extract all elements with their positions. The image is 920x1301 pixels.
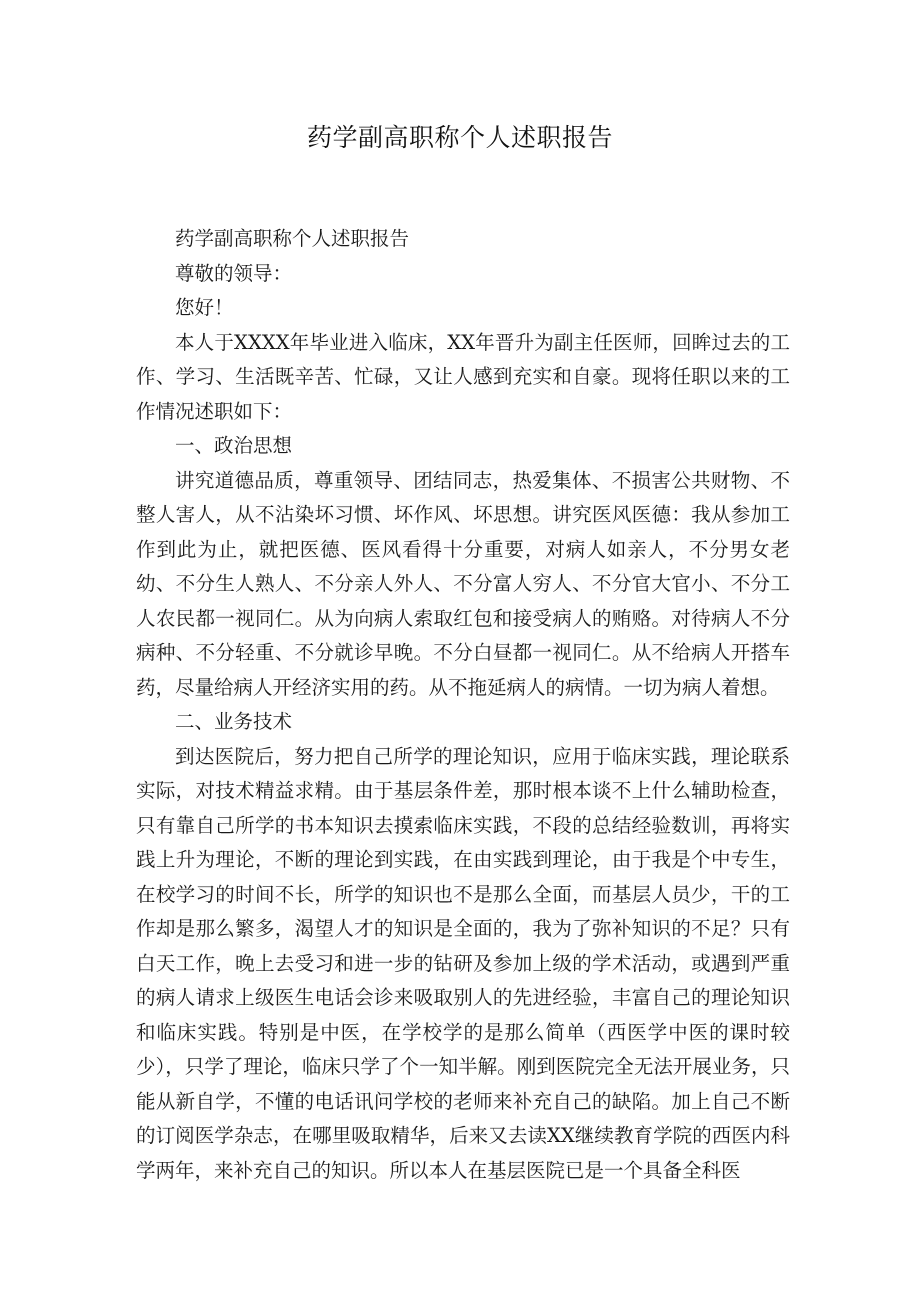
greeting: 您好！ [175,296,234,319]
section-heading-technical: 二、业务技术 [175,710,293,733]
technical-paragraph: 到达医院后，努力把自己所学的理论知识，应用于临床实践，理论联系实际，对技术精益求精。由于基层条件差，那时根本谈不上什么辅助检查，只有靠自己所学的书本知识去摸索临床实践，不段的总结经验数训，再将实践上升为理论，不断的理论到实践，在由实践到理论，由于我是个中专生，在校学习的时间不长，所学的知识也不是那么全面，而基层人员少，干的工作却是那么繁多，渴望人才的知识是全面的，我为了弥补知识的不足？只有白天工作，晚上去受习和进一步的钻研及参加上级的学术活动，或遇到严重的病人请求上级医生电话会诊来吸取别人的先进经验，丰富自己的理论知识和临床实践。特别是中医，在学校学的是那么简单（西医学中医的课时较少），只学了理论，临床只学了个一知半解。刚到医院完全无法开展业务，只能从新自学，不懂的电话讯问学校的老师来补充自己的缺陷。加上自己不断的订阅医学杂志，在哪里吸取精华，后来又去读XX继续教育学院的西医内科学两年，来补充自己的知识。所以本人在基层医院已是一个具备全科医 [136,744,790,1182]
document-body [136,222,790,1188]
section-heading-political: 一、政治思想 [175,434,293,457]
political-paragraph: 讲究道德品质，尊重领导、团结同志，热爱集体、不损害公共财物、不整人害人，从不沾染坏习惯、坏作风、坏思想。讲究医风医德：我从参加工作到此为止，就把医德、医风看得十分重要，对病人如亲人，不分男女老幼、不分生人熟人、不分亲人外人、不分富人穷人、不分官大官小、不分工人农民都一视同仁。从为向病人索取红包和接受病人的贿赂。对待病人不分病种、不分轻重、不分就诊早晚。不分白昼都一视同仁。从不给病人开搭车药，尽量给病人开经济实用的药。从不拖延病人的病情。一切为病人着想。 [136,468,790,699]
document-title: 药学副高职称个人述职报告 [306,123,613,152]
intro-paragraph: 本人于XXXX年毕业进入临床，XX年晋升为副主任医师，回眸过去的工作、学习、生活既辛苦、忙碌，又让人感到充实和自豪。现将任职以来的工作情况述职如下： [136,330,790,423]
body-paragraph: 药学副高职称个人述职报告 [175,227,410,250]
salutation: 尊敬的领导： [175,261,293,285]
